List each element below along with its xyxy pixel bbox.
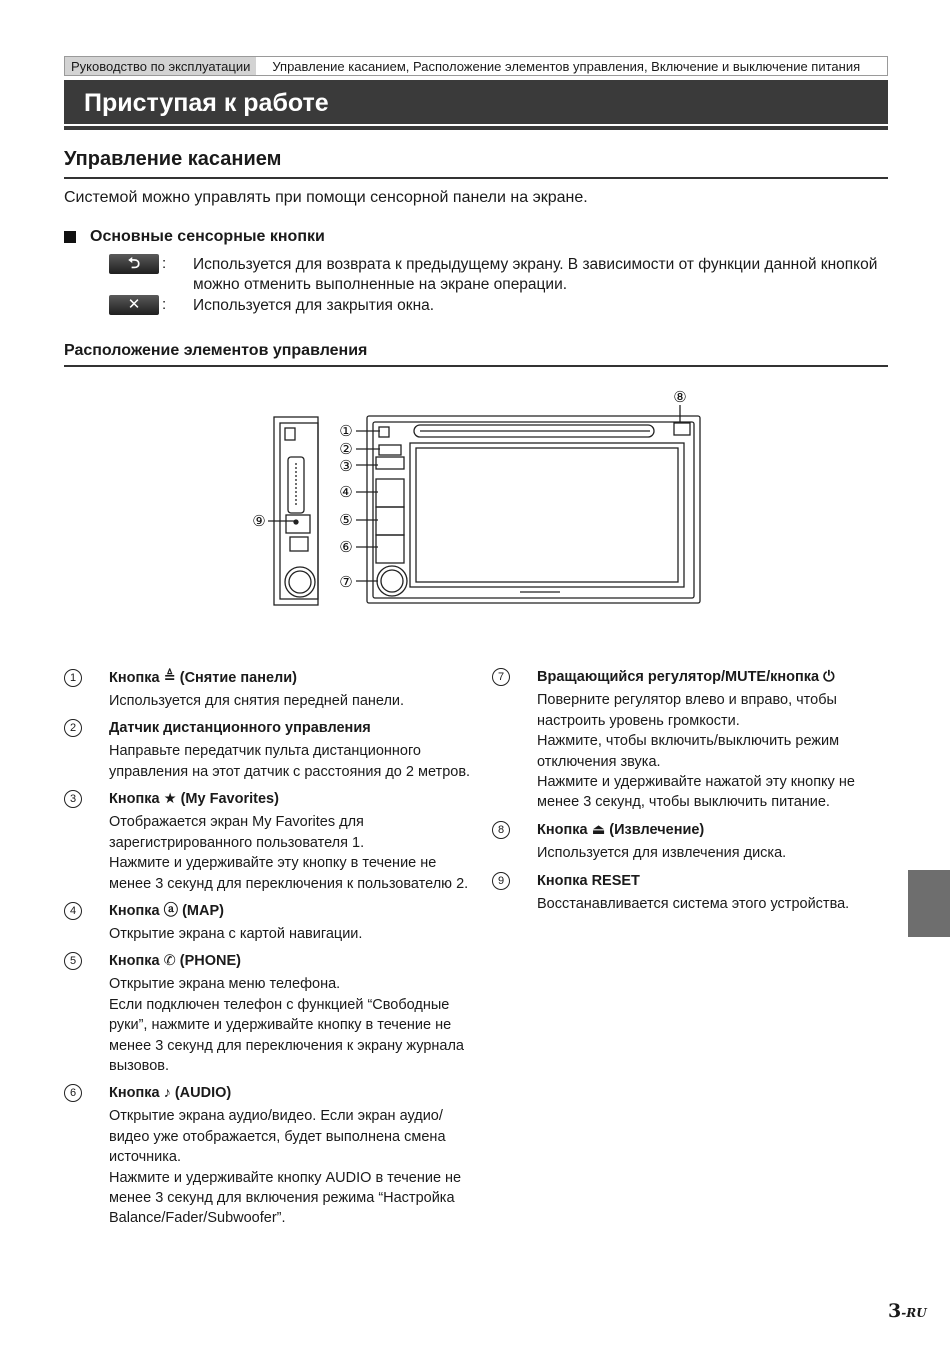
back-button-description: Используется для возврата к предыдущему экрану. В зависимости от функции данной кнопкой можно отменить выполненные на экране операции. <box>193 256 878 293</box>
item-title: Кнопка ⓐ (MAP) <box>109 903 224 919</box>
bullet-square-icon <box>64 231 76 243</box>
item-description: Восстанавливается система этого устройства. <box>537 896 850 913</box>
item-number: 8 <box>492 821 510 839</box>
item-number: 6 <box>64 1084 82 1102</box>
reset-button-area <box>286 515 310 533</box>
chapter-banner: Приступая к работе <box>64 80 888 124</box>
subsection-title-text: Основные сенсорные кнопки <box>90 228 325 245</box>
banner-underline <box>64 126 888 130</box>
item-description: Направьте передатчик пульта дистанционного управления на этот датчик с расстояния до 2 метров. <box>109 743 471 780</box>
release-button <box>379 427 389 437</box>
item-description: Используется для извлечения диска. <box>537 845 787 862</box>
list-item <box>109 718 489 782</box>
callout-6: ⑥ <box>339 538 353 556</box>
phone-button <box>376 507 404 535</box>
item-title: Кнопка ♪ (AUDIO) <box>109 1085 232 1101</box>
item-number: 3 <box>64 790 82 808</box>
device-diagram <box>240 385 720 615</box>
item-number: 5 <box>64 952 82 970</box>
section-title-touch: Управление касанием <box>64 148 282 170</box>
item-title: Кнопка RESET <box>537 873 640 889</box>
favorites-button <box>376 457 404 469</box>
section-divider <box>64 177 888 179</box>
item-title: Кнопка ★ (My Favorites) <box>109 791 279 807</box>
audio-button <box>376 535 404 563</box>
item-number: 7 <box>492 668 510 686</box>
callout-9: ⑨ <box>252 512 266 530</box>
screen-display <box>416 448 678 582</box>
item-title: Вращающийся регулятор/MUTE/кнопка ⏻ <box>537 669 835 685</box>
colon: : <box>162 296 167 313</box>
item-number: 9 <box>492 872 510 890</box>
breadcrumb-section: Руководство по эксплуатации <box>65 57 256 75</box>
item-description: Открытие экрана с картой навигации. <box>109 926 363 943</box>
list-item <box>109 668 489 712</box>
list-item <box>109 901 489 945</box>
subsection-title-buttons <box>64 228 325 246</box>
callout-2: ② <box>339 440 353 458</box>
item-number: 4 <box>64 902 82 920</box>
item-title: Кнопка ✆ (PHONE) <box>109 953 241 969</box>
screen-bezel <box>410 443 684 587</box>
callout-7: ⑦ <box>339 573 353 591</box>
colon: : <box>162 255 167 272</box>
close-button-description: Используется для закрытия окна. <box>193 297 435 314</box>
list-item <box>537 820 897 864</box>
item-description: Поверните регулятор влево и вправо, чтобы настроить уровень громкости. Нажмите, чтобы включить/выключить режим отключения звука. Нажмите и удерживайте нажатой эту кнопку не менее 3 секунд, чтобы выключить питание. <box>537 692 855 811</box>
map-button <box>376 479 404 507</box>
callout-5: ⑤ <box>339 511 353 529</box>
remote-sensor <box>379 445 401 455</box>
list-item <box>537 667 897 813</box>
item-number: 2 <box>64 719 82 737</box>
eject-button-outline <box>674 423 690 435</box>
item-title: Кнопка ≜ (Снятие панели) <box>109 670 297 686</box>
callout-4: ④ <box>339 483 353 501</box>
section-divider <box>64 365 888 367</box>
list-item <box>109 789 489 894</box>
breadcrumb <box>64 56 888 76</box>
close-icon: ✕ <box>109 295 159 315</box>
item-description: Используется для снятия передней панели. <box>109 693 405 710</box>
item-description: Открытие экрана меню телефона. Если подключен телефон с функцией “Свободные руки”, нажмите и удерживайте кнопку в течение не менее 3 секунд для переключения к экрану журнала вызовов. <box>109 976 464 1075</box>
callout-1: ① <box>339 422 353 440</box>
page-number <box>888 1300 927 1322</box>
page-number-value: 3 <box>888 1300 902 1322</box>
page-suffix: -RU <box>901 1306 927 1320</box>
item-title: Кнопка ⏏ (Извлечение) <box>537 822 705 838</box>
back-arrow-icon: ⮌ <box>109 254 159 274</box>
intro-text: Системой можно управлять при помощи сенсорной панели на экране. <box>64 189 588 206</box>
list-item <box>109 951 489 1076</box>
item-title: Датчик дистанционного управления <box>109 720 371 736</box>
callout-3: ③ <box>339 457 353 475</box>
item-description: Открытие экрана аудио/видео. Если экран аудио/ видео уже отображается, будет выполнена смена источника. Нажмите и удерживайте кнопку AUDIO в течение не менее 3 секунд для включения режима “Настройка Balance/Fader/Subwoofer”. <box>109 1108 462 1227</box>
chapter-tab <box>908 870 950 937</box>
release-button-side <box>285 428 295 440</box>
breadcrumb-topics: Управление касанием, Расположение элементов управления, Включение и выключение питания <box>272 59 861 74</box>
list-item <box>537 871 897 915</box>
list-item <box>109 1083 489 1229</box>
front-panel-outline <box>367 416 700 603</box>
callout-8: ⑧ <box>673 388 687 406</box>
section-title-layout: Расположение элементов управления <box>64 342 368 359</box>
item-number: 1 <box>64 669 82 687</box>
item-description: Отображается экран My Favorites для зарегистрированного пользователя 1. Нажмите и удерживайте эту кнопку в течение не менее 3 секунд для переключения к пользователю 2. <box>109 814 469 892</box>
